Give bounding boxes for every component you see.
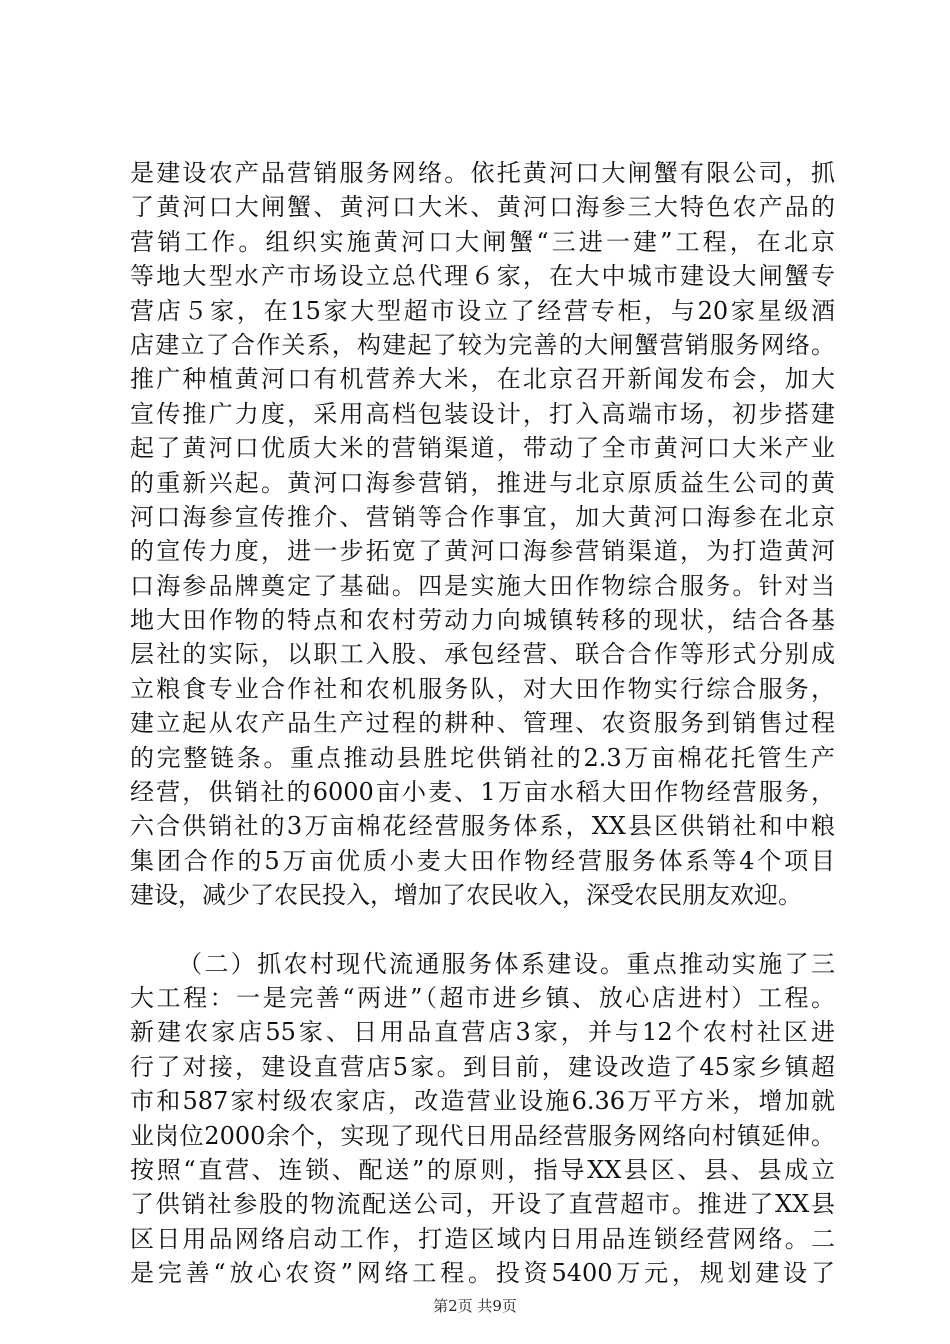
text-line: 口海参品牌奠定了基础。四是实施大田作物综合服务。针对当: [130, 571, 835, 600]
text-line: 经营，供销社的6000亩小麦、1万亩水稻大田作物经营服务，: [130, 778, 835, 807]
page-footer: [0, 1296, 950, 1316]
text-line: 营店５家，在15家大型超市设立了经营专柜，与20家星级酒: [130, 296, 835, 325]
text-line: 市和587家村级农家店，改造营业设施6.36万平方米，增加就: [130, 1087, 835, 1116]
text-line: 营销工作。组织实施黄河口大闸蟹“三进一建”工程，在北京: [130, 227, 835, 256]
text-line: 立粮食专业合作社和农机服务队，对大田作物实行综合服务，: [130, 674, 835, 703]
text-line: 了供销社参股的物流配送公司，开设了直营超市。推进了XX县: [130, 1190, 835, 1219]
paragraph-1: [130, 156, 835, 913]
text-line: 宣传推广力度，采用高档包装设计，打入高端市场，初步搭建: [130, 399, 835, 428]
paragraph-gap: [130, 913, 835, 947]
text-line: 集团合作的5万亩优质小麦大田作物经营服务体系等4个项目: [130, 846, 835, 875]
text-line: 起了黄河口优质大米的营销渠道，带动了全市黄河口大米产业: [130, 434, 835, 463]
text-line: 行了对接，建设直营店5家。到目前，建设改造了45家乡镇超: [130, 1052, 835, 1081]
text-line: 的重新兴起。黄河口海参营销，推进与北京原质益生公司的黄: [130, 468, 835, 497]
page-number: 第2页 共9页: [433, 1297, 517, 1315]
text-line: 是完善“放心农资”网络工程。投资5400万元，规划建设了: [130, 1259, 835, 1288]
text-line: 的完整链条。重点推动县胜坨供销社的2.3万亩棉花托管生产: [130, 743, 835, 772]
text-line: 大工程：一是完善“两进”（超市进乡镇、放心店进村）工程。: [130, 983, 835, 1012]
text-line: 是建设农产品营销服务网络。依托黄河口大闸蟹有限公司，抓: [130, 159, 835, 187]
text-line: 的宣传力度，进一步拓宽了黄河口海参营销渠道，为打造黄河: [130, 537, 835, 566]
text-line: 了黄河口大闸蟹、黄河口大米、黄河口海参三大特色农产品的: [130, 193, 835, 222]
text-line: 业岗位2000余个，实现了现代日用品经营服务网络向村镇延伸。: [130, 1121, 835, 1150]
text-line: 建立起从农产品生产过程的耕种、管理、农资服务到销售过程: [130, 709, 835, 738]
paragraph-2: [130, 947, 835, 1291]
text-line: 层社的实际，以职工入股、承包经营、联合合作等形式分别成: [130, 640, 835, 669]
text-line: 区日用品网络启动工作，打造区域内日用品连锁经营网络。二: [130, 1224, 835, 1253]
text-line: 推广种植黄河口有机营养大米，在北京召开新闻发布会，加大: [130, 365, 835, 394]
text-line: 河口海参宣传推介、营销等合作事宜，加大黄河口海参在北京: [130, 502, 835, 531]
text-line: 店建立了合作关系，构建起了较为完善的大闸蟹营销服务网络。: [130, 330, 835, 359]
text-line: （二）抓农村现代流通服务体系建设。重点推动实施了三: [178, 949, 835, 978]
document-body: [130, 156, 835, 1291]
text-line: 等地大型水产市场设立总代理６家，在大中城市建设大闸蟹专: [130, 262, 835, 291]
text-line: 新建农家店55家、日用品直营店3家，并与12个农村社区进: [130, 1018, 835, 1047]
text-line: 六合供销社的3万亩棉花经营服务体系，XX县区供销社和中粮: [130, 812, 835, 841]
text-line: 建设，减少了农民投入，增加了农民收入，深受农民朋友欢迎。: [130, 881, 802, 910]
text-line: 地大田作物的特点和农村劳动力向城镇转移的现状，结合各基: [130, 606, 835, 635]
text-line: 按照“直营、连锁、配送”的原则，指导XX县区、县、县成立: [130, 1155, 835, 1184]
